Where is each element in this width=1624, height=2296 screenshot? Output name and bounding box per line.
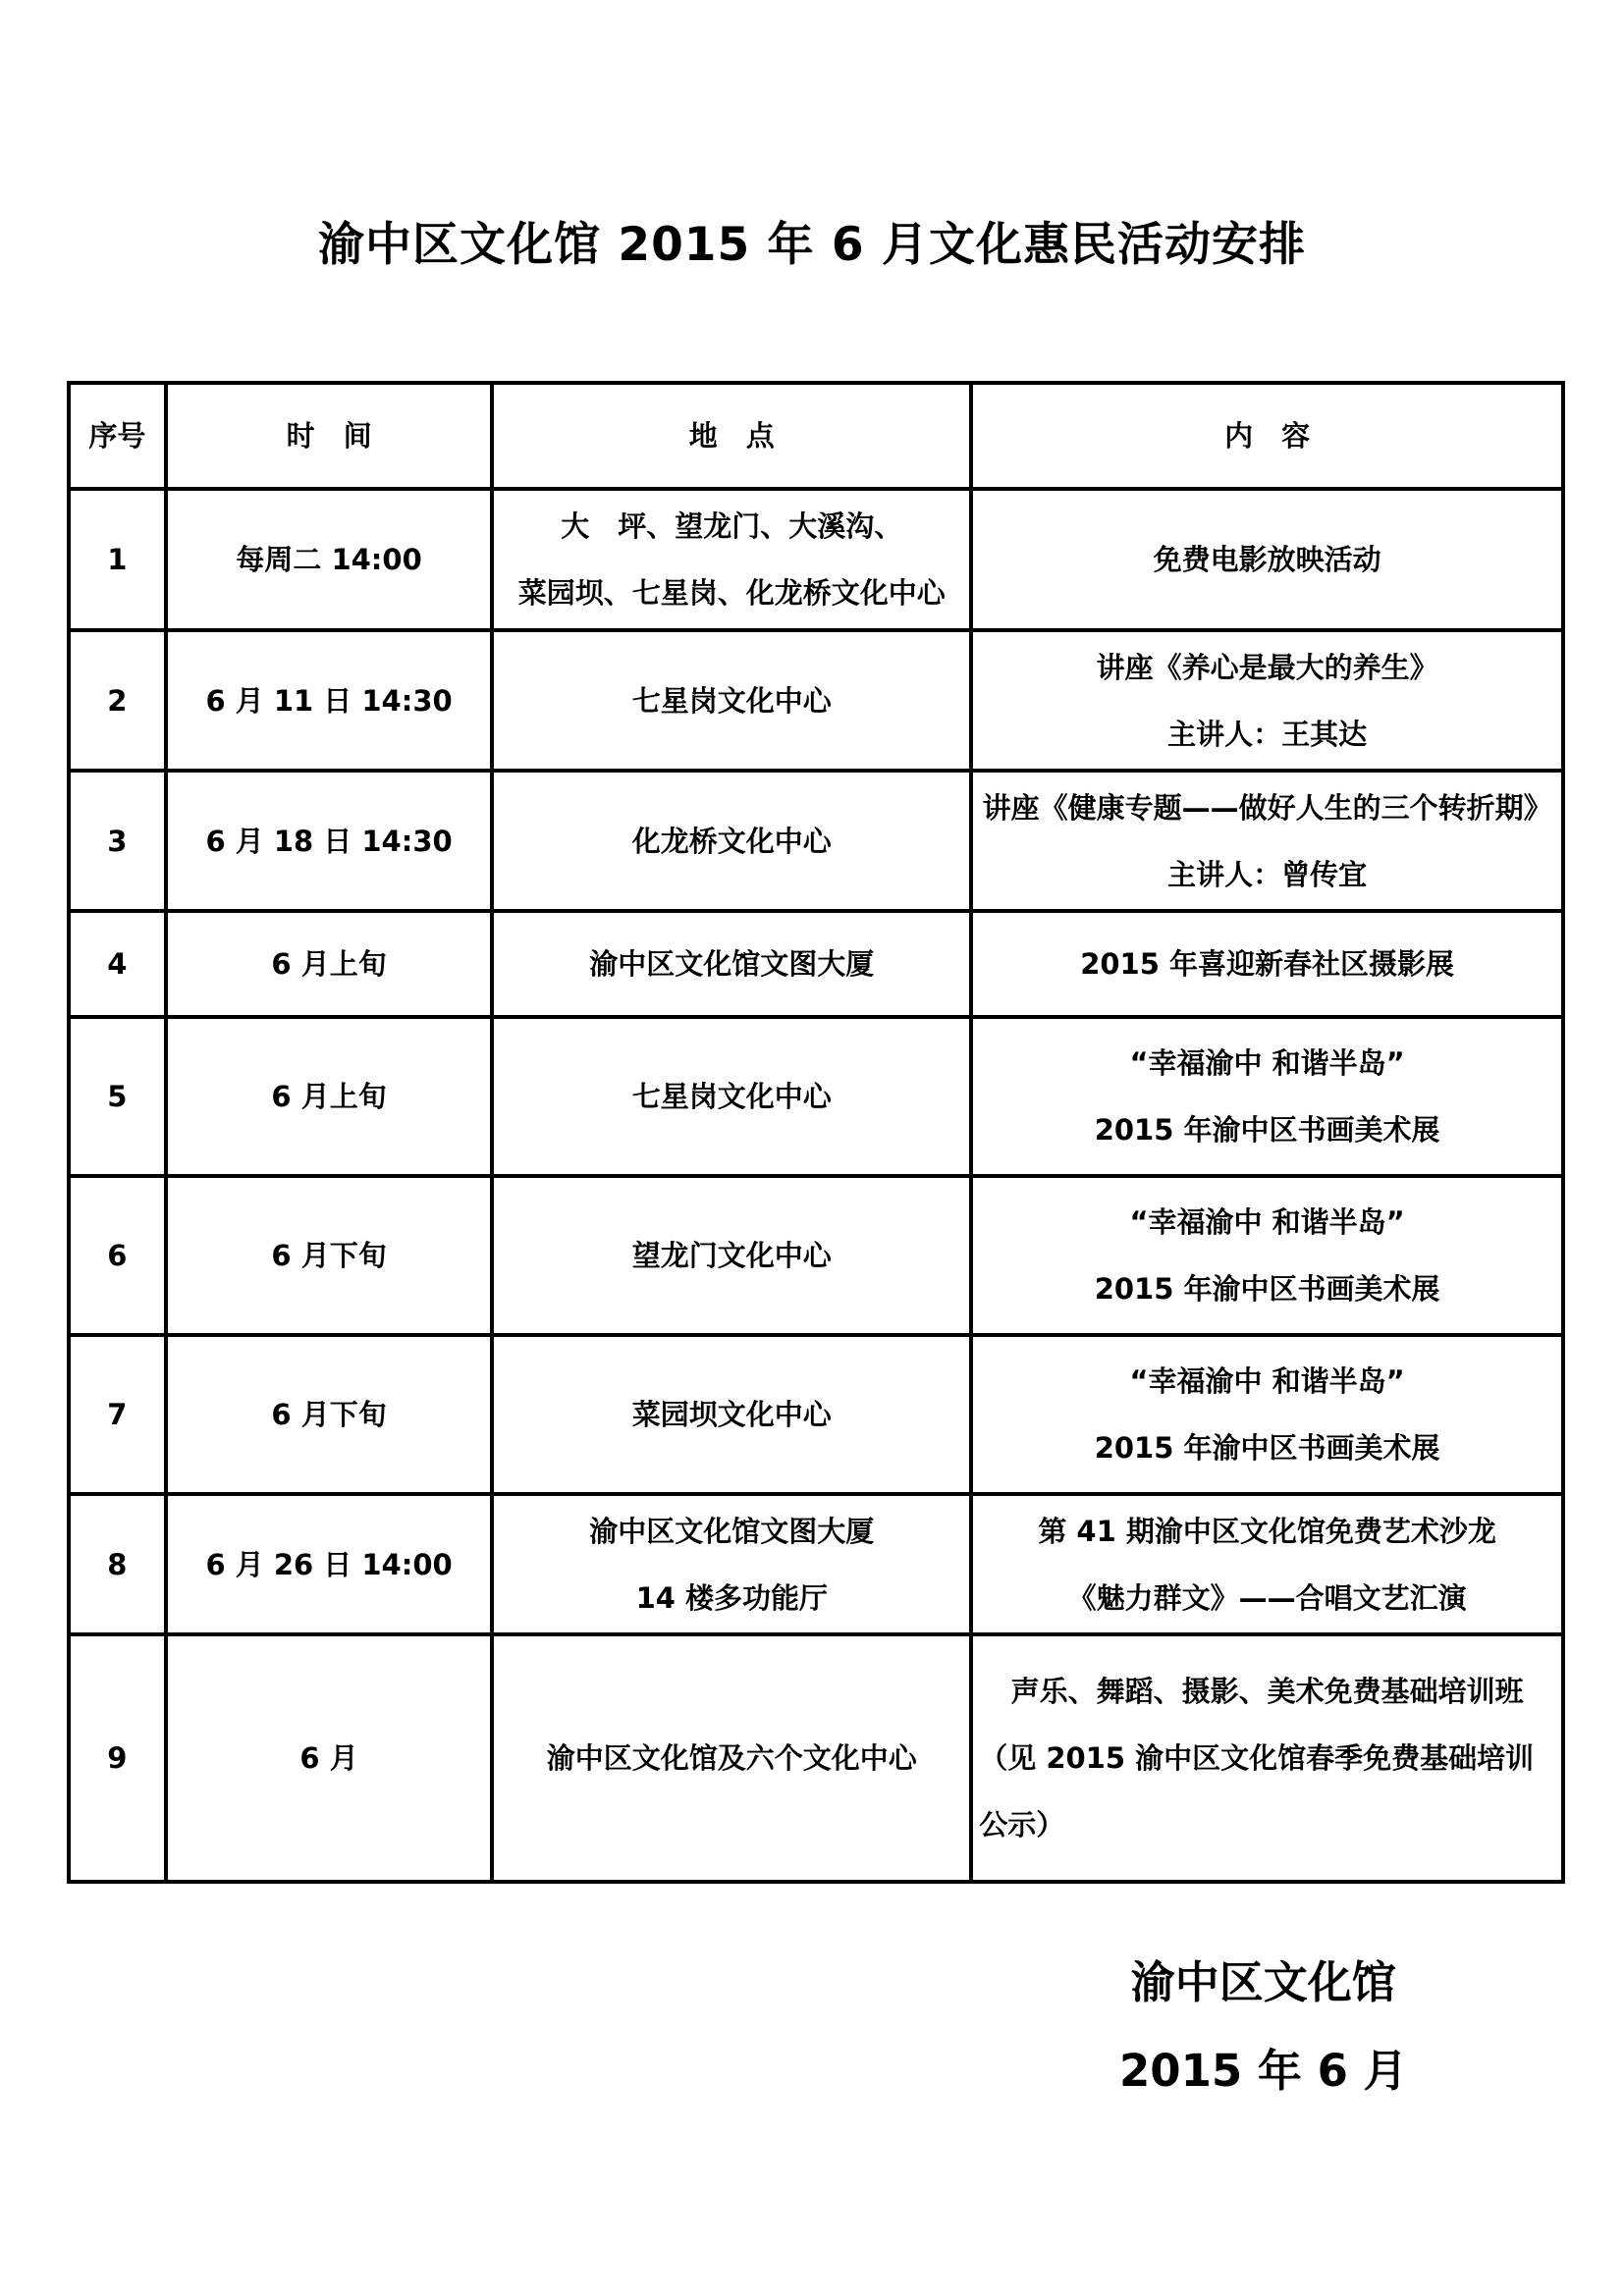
cell-place bbox=[492, 1017, 971, 1176]
content-line: 主讲人：曾传宜 bbox=[1167, 857, 1368, 891]
cell-no: 8 bbox=[69, 1494, 166, 1634]
content-line: （见 2015 渝中区文化馆春季免费基础培训 bbox=[979, 1741, 1535, 1775]
cell-content bbox=[971, 771, 1563, 911]
place-line: 菜园坝文化中心 bbox=[631, 1398, 832, 1431]
header-content: 内 容 bbox=[971, 383, 1563, 489]
cell-time: 6 月下旬 bbox=[166, 1176, 493, 1335]
cell-time: 每周二 14:00 bbox=[166, 489, 493, 630]
cell-time: 6 月 18 日 14:30 bbox=[166, 771, 493, 911]
cell-place bbox=[492, 489, 971, 630]
place-line: 七星岗文化中心 bbox=[631, 1080, 832, 1113]
content-line: 第 41 期渝中区文化馆免费艺术沙龙 bbox=[1038, 1514, 1496, 1548]
content-line: “幸福渝中 和谐半岛” bbox=[1129, 1046, 1405, 1080]
cell-place bbox=[492, 1494, 971, 1634]
cell-place bbox=[492, 1634, 971, 1882]
table-header-row bbox=[69, 383, 1563, 489]
cell-no: 1 bbox=[69, 489, 166, 630]
page-title: 渝中区文化馆 2015 年 6 月文化惠民活动安排 bbox=[318, 218, 1306, 272]
cell-time: 6 月上旬 bbox=[166, 1017, 493, 1176]
header-no: 序号 bbox=[69, 383, 166, 489]
place-line: 渝中区文化馆及六个文化中心 bbox=[546, 1741, 917, 1775]
cell-content bbox=[971, 911, 1563, 1017]
content-line: 主讲人：王其达 bbox=[1167, 717, 1368, 751]
footer-organization: 渝中区文化馆 bbox=[1130, 1956, 1396, 2008]
cell-place bbox=[492, 1335, 971, 1494]
content-line: “幸福渝中 和谐半岛” bbox=[1129, 1364, 1405, 1398]
table-row bbox=[69, 1634, 1563, 1882]
schedule-table bbox=[67, 381, 1565, 1884]
table-row bbox=[69, 1017, 1563, 1176]
table-row bbox=[69, 1335, 1563, 1494]
content-line: 讲座《养心是最大的养生》 bbox=[1096, 650, 1438, 684]
place-line: 望龙门文化中心 bbox=[631, 1239, 832, 1272]
table-row bbox=[69, 1494, 1563, 1634]
table-row bbox=[69, 911, 1563, 1017]
content-line: 2015 年渝中区书画美术展 bbox=[1094, 1113, 1440, 1147]
content-line: 讲座《健康专题——做好人生的三个转折期》 bbox=[982, 790, 1552, 825]
cell-time: 6 月 26 日 14:00 bbox=[166, 1494, 493, 1634]
cell-no: 5 bbox=[69, 1017, 166, 1176]
table-row bbox=[69, 1176, 1563, 1335]
footer-date: 2015 年 6 月 bbox=[1119, 2045, 1408, 2097]
content-line: 2015 年渝中区书画美术展 bbox=[1094, 1431, 1440, 1465]
cell-no: 2 bbox=[69, 630, 166, 771]
place-line: 大 坪、望龙门、大溪沟、 bbox=[561, 509, 903, 543]
cell-content bbox=[971, 1634, 1563, 1882]
table-row bbox=[69, 630, 1563, 771]
content-line: 2015 年渝中区书画美术展 bbox=[1094, 1272, 1440, 1306]
table-row bbox=[69, 489, 1563, 630]
table-row bbox=[69, 771, 1563, 911]
place-line: 七星岗文化中心 bbox=[631, 683, 832, 718]
header-place: 地 点 bbox=[492, 383, 971, 489]
cell-time: 6 月 11 日 14:30 bbox=[166, 630, 493, 771]
content-line: “幸福渝中 和谐半岛” bbox=[1129, 1205, 1405, 1239]
cell-no: 4 bbox=[69, 911, 166, 1017]
place-line: 渝中区文化馆文图大厦 bbox=[589, 947, 875, 981]
content-line: 2015 年喜迎新春社区摄影展 bbox=[1080, 947, 1455, 981]
cell-content bbox=[971, 1494, 1563, 1634]
place-line: 渝中区文化馆文图大厦 bbox=[589, 1514, 875, 1548]
cell-time: 6 月 bbox=[166, 1634, 493, 1882]
header-time: 时 间 bbox=[166, 383, 493, 489]
cell-content bbox=[971, 1017, 1563, 1176]
cell-content bbox=[971, 1335, 1563, 1494]
content-line: 《魅力群文》——合唱文艺汇演 bbox=[1067, 1580, 1467, 1615]
cell-no: 3 bbox=[69, 771, 166, 911]
cell-no: 7 bbox=[69, 1335, 166, 1494]
cell-time: 6 月下旬 bbox=[166, 1335, 493, 1494]
cell-content bbox=[971, 1176, 1563, 1335]
place-line: 化龙桥文化中心 bbox=[631, 824, 832, 858]
cell-place bbox=[492, 1176, 971, 1335]
cell-no: 9 bbox=[69, 1634, 166, 1882]
cell-no: 6 bbox=[69, 1176, 166, 1335]
cell-place bbox=[492, 771, 971, 911]
place-line: 14 楼多功能厅 bbox=[635, 1580, 829, 1615]
place-line: 菜园坝、七星岗、化龙桥文化中心 bbox=[517, 576, 946, 610]
content-line: 公示） bbox=[979, 1808, 1065, 1842]
cell-content bbox=[971, 630, 1563, 771]
cell-place bbox=[492, 630, 971, 771]
cell-content bbox=[971, 489, 1563, 630]
content-line: 声乐、舞蹈、摄影、美术免费基础培训班 bbox=[1010, 1675, 1524, 1708]
footer-signature bbox=[1119, 1939, 1408, 2115]
cell-place bbox=[492, 911, 971, 1017]
cell-time: 6 月上旬 bbox=[166, 911, 493, 1017]
content-line: 免费电影放映活动 bbox=[1153, 543, 1381, 576]
